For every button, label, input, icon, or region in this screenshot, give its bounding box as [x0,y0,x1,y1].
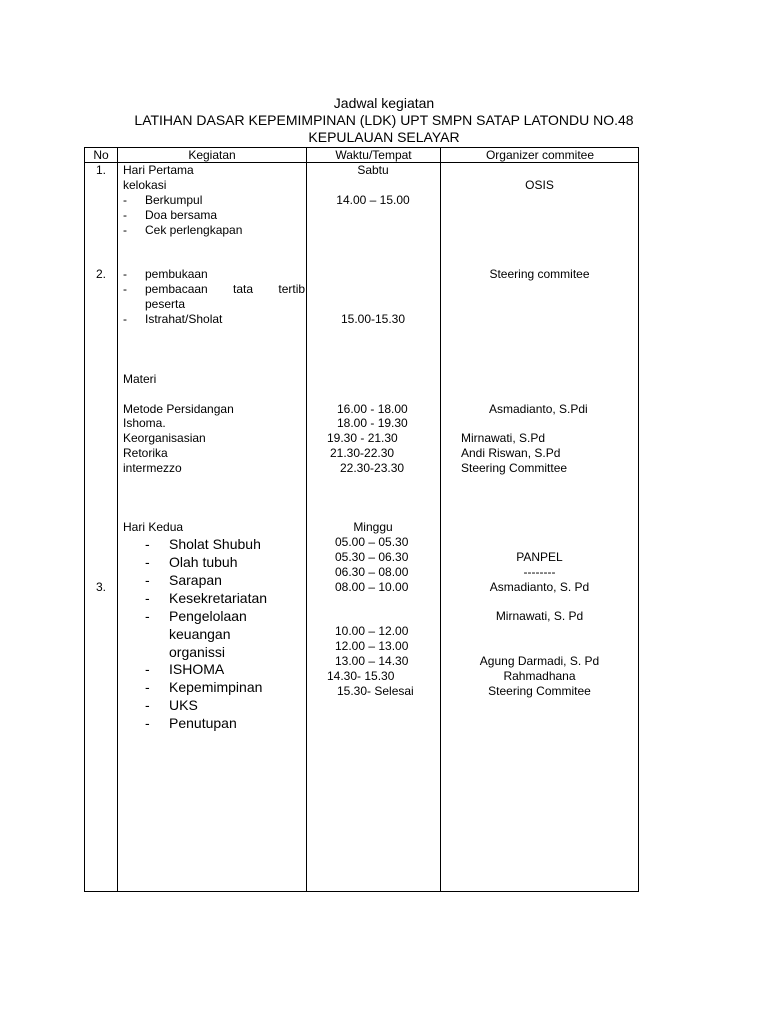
activity-item: Metode Persidangan [123,402,234,416]
day-heading: Hari Pertama [123,163,194,177]
time-cell: 14.00 – 15.00 [336,193,410,207]
organizer-cell: Steering Committee [461,461,568,475]
activity-item: - Pengelolaan [145,608,247,624]
header-kegiatan: Kegiatan [188,148,236,162]
time-cell: 18.00 - 19.30 [337,416,408,430]
activity-item: - ISHOMA [145,661,225,677]
activity-item: - Kesekretariatan [145,590,268,606]
organizer-cell: Agung Darmadi, S. Pd [479,654,600,668]
activity-item: - Penutupan [145,715,237,731]
doc-title-main: LATIHAN DASAR KEPEMIMPINAN (LDK) UPT SMPN SATAP LATONDU NO.48 [134,112,634,128]
activity-item: - Cek perlengkapan [123,223,243,237]
doc-title: Jadwal kegiatan [333,95,435,111]
activity-item-cont: keuangan [169,626,231,642]
row-number: 1. [95,163,106,177]
day-label: Sabtu [357,163,389,177]
organizer-cell: Andi Riswan, S.Pd [461,446,561,460]
activity-item: - Olah tubuh [145,554,238,570]
header-no: No [93,148,109,162]
activity-item: - Istrahat/Sholat [123,312,223,326]
activity-item: intermezzo [123,461,182,475]
activity-item: - Sarapan [145,572,222,588]
time-cell: 13.00 – 14.30 [335,654,409,668]
time-cell: 15.30- Selesai [337,684,414,698]
activity-item: - pembukaan [123,267,208,281]
time-cell: 22.30-23.30 [340,461,405,475]
time-cell: 05.30 – 06.30 [335,550,409,564]
time-cell: 15.00-15.30 [340,312,406,326]
time-cell: 19.30 - 21.30 [327,431,398,445]
organizer-cell: OSIS [525,178,554,192]
organizer-cell: PANPEL [516,550,563,564]
organizer-cell: Asmadianto, S.Pdi [489,402,588,416]
organizer-cell: Steering Commitee [488,684,591,698]
organizer-cell: -------- [523,565,556,579]
activity-item: Ishoma. [123,416,166,430]
time-cell: 10.00 – 12.00 [335,624,409,638]
row-number: 3. [95,580,106,594]
activity-item: - Doa bersama [123,208,218,222]
time-cell: 21.30-22.30 [330,446,395,460]
activity-item: - UKS [145,697,198,713]
activity-item: - Sholat Shubuh [145,536,261,552]
activity-item: - Berkumpul [123,193,203,207]
organizer-cell: Rahmadhana [503,669,576,683]
activity-item: - Kepemimpinan [145,679,263,695]
header-waktu: Waktu/Tempat [335,148,412,162]
time-cell: 05.00 – 05.30 [335,535,409,549]
organizer-cell: Asmadianto, S. Pd [489,580,590,594]
row-number: 2. [95,267,106,281]
column-divider [440,148,441,891]
activity-sub: kelokasi [123,178,167,192]
activity-item-cont: organissi [169,644,226,660]
activity-item: Retorika [123,446,168,460]
doc-title-region: KEPULAUAN SELAYAR [308,129,460,145]
organizer-cell: Mirnawati, S.Pd [461,431,546,445]
time-cell: 16.00 - 18.00 [337,402,408,416]
section-heading: Materi [123,372,157,386]
time-cell: 06.30 – 08.00 [335,565,409,579]
activity-item: Keorganisasian [123,431,206,445]
time-cell: 14.30- 15.30 [327,669,395,683]
header-organizer: Organizer commitee [485,148,595,162]
time-cell: 08.00 – 10.00 [335,580,409,594]
organizer-cell: Mirnawati, S. Pd [495,609,584,623]
day-label: Minggu [353,520,393,534]
column-divider [117,148,118,891]
time-cell: 12.00 – 13.00 [335,639,409,653]
activity-item-cont: peserta [145,297,186,311]
activity-item: - pembacaan tata tertib [123,282,306,296]
organizer-cell: Steering commitee [489,267,590,281]
day-heading: Hari Kedua [123,520,184,534]
